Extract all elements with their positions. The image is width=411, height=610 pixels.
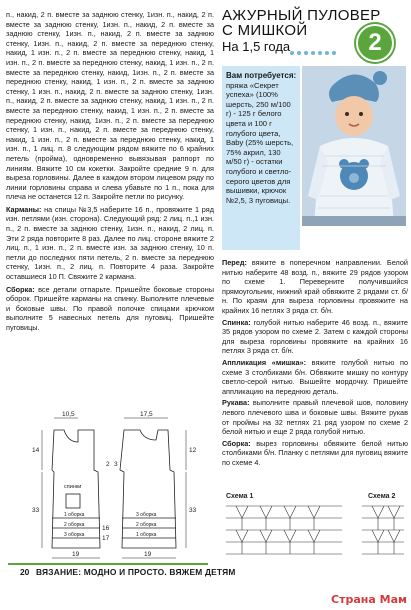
back-text: голубой нитью наберите 46 возд. п., вяжите 35 рядов узором по схеме 2. Затем с каждой стороны для выреза горловины провяжите на крайних 16 петлях 3 ряда ст. б/н. xyxy=(222,317,408,356)
label-oborka-1b: 1 оборка xyxy=(136,532,157,538)
dim-33-left: 33 xyxy=(32,507,40,514)
dim-19b: 19 xyxy=(144,551,152,558)
applique-label: Аппликация «мишка»: xyxy=(222,357,307,367)
label-oborka-3: 3 оборка xyxy=(64,532,85,538)
label-oborka-1: 1 оборка xyxy=(64,512,85,518)
scheme-1-label: Схема 1 xyxy=(226,493,254,500)
applique-paragraph xyxy=(222,358,408,396)
sleeves-paragraph xyxy=(222,398,408,436)
assembly-paragraph xyxy=(6,285,214,333)
dim-19: 19 xyxy=(72,551,80,558)
footer-rule xyxy=(8,563,208,565)
label-oborka-2: 2 оборка xyxy=(64,522,85,528)
pockets-paragraph xyxy=(6,205,214,282)
dim-16: 16 xyxy=(102,525,110,532)
materials-heading: Вам потребуется: xyxy=(226,71,297,80)
label-oborka-2b: 2 оборка xyxy=(136,522,157,528)
title-line-1: АЖУРНЫЙ ПУЛОВЕР xyxy=(222,7,381,24)
site-watermark: Страна Мам xyxy=(331,593,407,606)
dim-17: 17 xyxy=(102,535,110,542)
title-line-2: С МИШКОЙ xyxy=(222,22,308,39)
dim-top-right: 17,5 xyxy=(140,411,153,418)
final-assembly-text: вырез горловины обвяжите белой нитью столбиками б/н. Планку с петлями для пуговиц вяжите по схеме 4. xyxy=(222,438,408,467)
pockets-label: Карманы: xyxy=(6,204,42,214)
label-back: спинки xyxy=(64,484,82,490)
dim-14: 14 xyxy=(32,447,40,454)
right-text-column xyxy=(222,258,408,467)
front-label: Перед: xyxy=(222,258,247,267)
garment-pattern-diagram xyxy=(6,410,214,562)
dim-33-right: 33 xyxy=(189,507,197,514)
back-label: Спинка: xyxy=(222,317,251,327)
crochet-schemes xyxy=(222,490,408,562)
assembly-text: все детали отпарьте. Пришейте боковые стороны оборок. Пришейте карманы на спинку. Выполните плечевые и боковые швы. По правой полочке спицами крючком выполните 5 навесных петель для пуговиц. Пришейте пуговицы. xyxy=(6,284,214,332)
left-text-column xyxy=(6,10,214,333)
scheme-1-chart xyxy=(226,506,342,554)
materials-text: пряжа «Секрет успеха» (100% шерсть, 250 м/100 г) - 125 г белого цвета и 100 г голубого цвета, Baby (25% шерсть, 75% акрил, 130 м/50 г) - остатки голубого и светло-серого цветов для вышивки, крючок №2,5, 3 пуговицы. xyxy=(226,80,294,205)
front-text: вяжите в поперечном направлении. Белой нитью наберите 48 возд. п., вяжите 29 рядов узором по схеме 1. Переверните получившийся прямоугольник, нижний край обвяжите 2 рядами ст. б/н. По краям для выреза горловины провяжите на крайних 16 петлях 3 ряда ст. б/н. xyxy=(222,258,408,315)
label-oborka-3b: 3 оборка xyxy=(136,512,157,518)
front-paragraph xyxy=(222,258,408,316)
scheme-2-label: Схема 2 xyxy=(368,493,396,500)
assembly-label: Сборка: xyxy=(6,284,35,294)
instruction-paragraph: п., накид, 2 п. вместе за заднюю стенку, 1изн. п., накид, 2 п. вместе за заднюю стенку, 1изн. п., накид, 2 п. вместе за заднюю стенку, 1изн. п., накид, 2 п. вместе за заднюю стенку, 1изн. п., накид, 2 п. вместе за переднюю стенку, накид, 1 изн. п., 2 п. вместе за переднюю стенку, накид, 1 изн. п., 2 п. вместе за переднюю стенку, накид, 1 изн. п., 2 п. вместе за переднюю стенку, накид, 1изн. п., 2 п. вместе за переднюю стенку, накид, 1 изн. п., 2 п. вместе за заднюю стенку, 1 изн. п., накид, 2 п. вместе за заднюю стенку, 1изн. п., накид, 2 п. вместе за заднюю стенку, накид, 1 изн. п., 2 п. вместе за переднюю стенку, накид, 1 изн. п., 2 п. вместе за переднюю стенку, накид, 1изн. п., 2 п. вместе за переднюю стенку, 1 изн. п., накид, 2 п. вместе за переднюю стенку, накид, 1 изн. п., 2 п. вместе за переднюю стенку, накид, 1 изн. п., 1 лиц. п. 8 следующим рядом вяжите по 6 крайних петель (пройма), одновременно вывязывая раппорт по линиям. Вяжите 10 см кокетки. Закройте средние 9 п. для выреза горловины. Далее в каждом втором лицевом ряду по линии горловины справа и слева убавьте по 1 п., пока для плеча не останется 12 п. Закройте петли по рисунку. xyxy=(6,10,214,202)
applique-text: вяжите голубой нитью по схеме 3 столбиками б/н. Обвяжите мишку по контуру светло-серой нитью. Вышейте мордочку. Пришейте аппликацию на переднюю деталь. xyxy=(222,357,409,396)
scheme-2-chart xyxy=(362,506,404,554)
dim-top-left: 10,5 xyxy=(62,411,75,418)
baby-photo xyxy=(302,66,406,226)
final-assembly-paragraph xyxy=(222,439,408,468)
materials-box xyxy=(222,66,300,250)
magazine-name: ВЯЗАНИЕ: МОДНО И ПРОСТО. ВЯЖЕМ ДЕТЯМ xyxy=(36,567,236,577)
pockets-text: на спицы №3,5 наберите 16 п., провяжите 1 ряд изн. петлями (изн. сторона). Следующий ряд: 2 лиц. п.,1 изн. п., 2 п. вместе за заднюю стенку, 1изн. п., накид, 2 лиц. п. Эти 2 ряда повторите 8 раз. Далее по лиц. стороне вяжите 2 лиц. п., 1 изн. п., 2 п. вместе изн. за заднюю стенку, 10 п. петли до последних пяти петель, 2 п. вместе за переднюю стенку, 1изн. п., 2 лиц. п. Повторите 4 раза. Закройте оставшиеся 10 П. Свяжите 2 кармана. xyxy=(6,204,214,282)
sleeves-label: Рукава: xyxy=(222,398,250,408)
dim-2: 2 xyxy=(106,461,110,468)
decorative-dots xyxy=(290,42,350,48)
back-paragraph xyxy=(222,318,408,356)
sleeves-text: выполните правый плечевой шов, половину левого плечевого шва и боковые швы. Вяжите рукав от проймы на 32 петлях 21 ряд узором по схеме 2 белой нитью и еще 2 ряда голубой нитью. xyxy=(222,398,408,437)
dim-12: 12 xyxy=(189,447,197,454)
dim-3: 3 xyxy=(114,461,118,468)
final-assembly-label: Сборка: xyxy=(222,438,251,448)
page-number: 20 xyxy=(20,567,30,577)
page-footer xyxy=(0,567,411,581)
model-number-badge: 2 xyxy=(356,24,394,62)
subtitle: На 1,5 года xyxy=(222,39,291,54)
baby-photo-illustration xyxy=(302,66,406,226)
